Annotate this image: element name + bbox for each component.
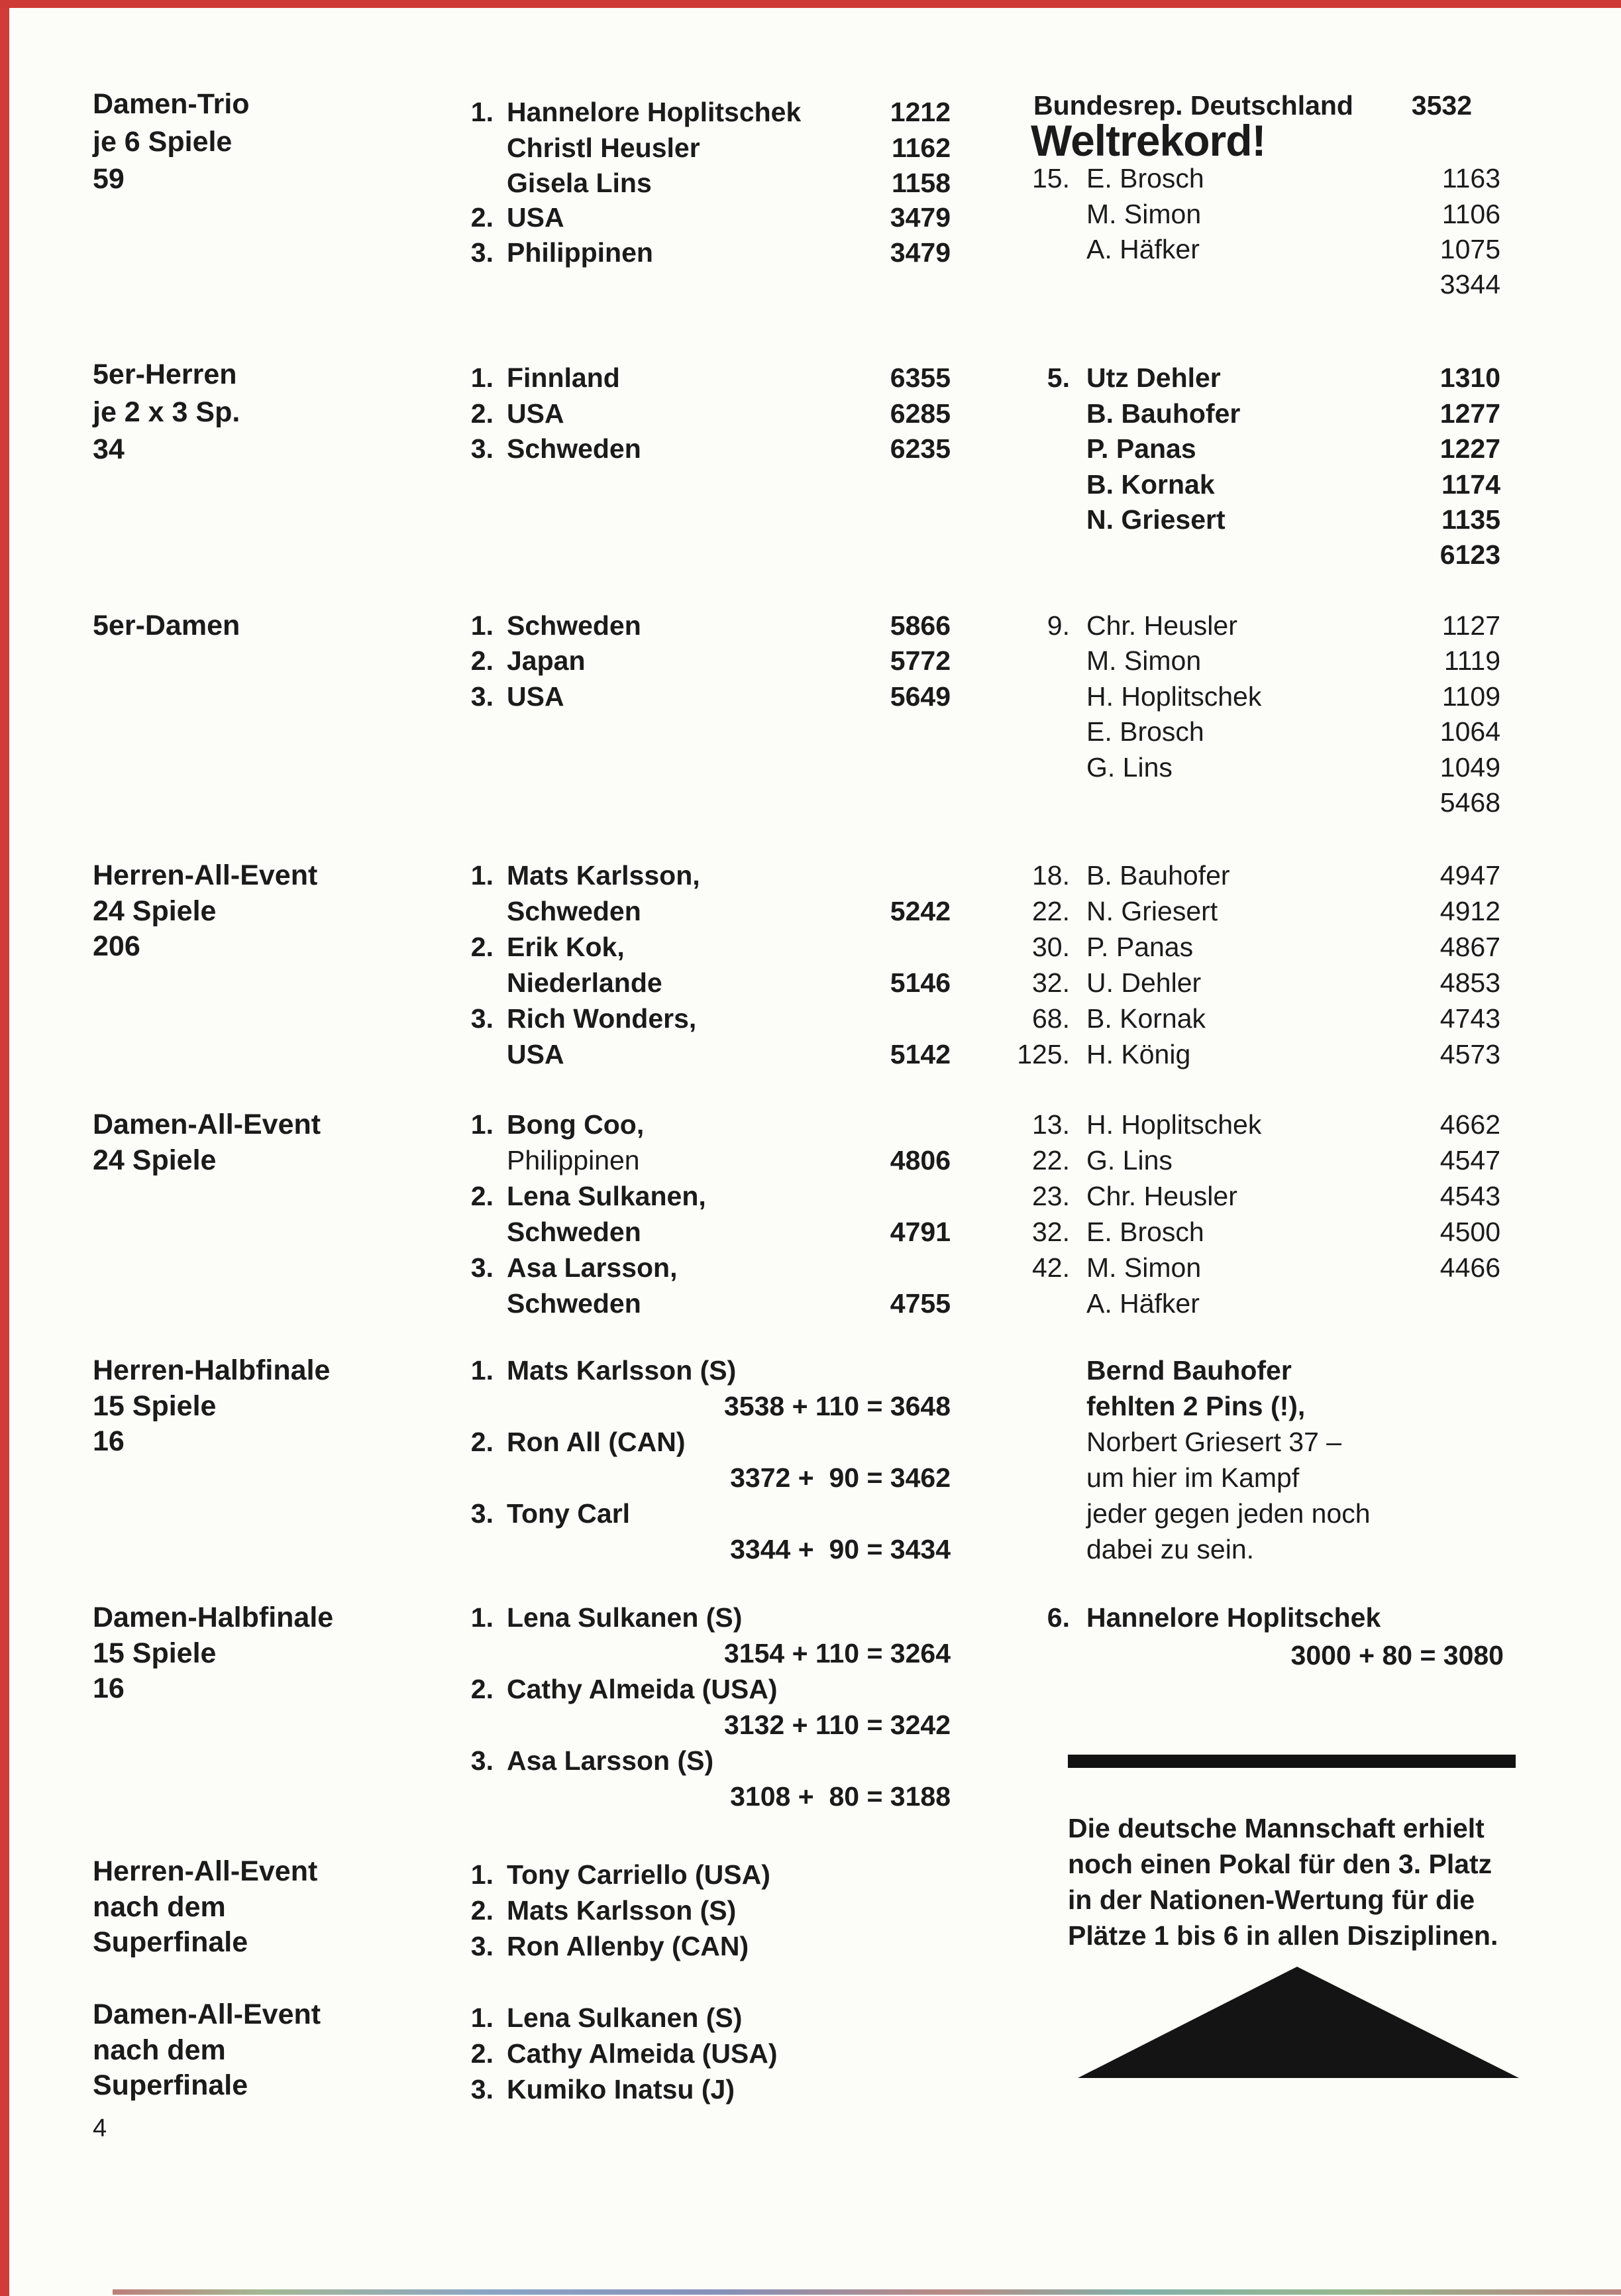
section-heading-line: 24 Spiele (93, 1144, 217, 1176)
competitor-name: E. Brosch (1086, 163, 1204, 193)
score: 5242 (890, 896, 951, 926)
result-row (994, 894, 1500, 928)
rank: 2. (470, 1895, 494, 1926)
score-equation (437, 1460, 951, 1495)
rank (437, 894, 494, 928)
result-row (437, 1743, 951, 1778)
result-row (994, 643, 1500, 678)
competitor-name: Japan (507, 645, 586, 676)
closing-line: Die deutsche Mannschaft erhielt (1068, 1813, 1485, 1843)
score: 1064 (1439, 716, 1500, 747)
section-heading-line: nach dem (93, 2034, 226, 2066)
rank: 2. (470, 202, 494, 233)
competitor-name: Lena Sulkanen (S) (507, 2002, 743, 2033)
competitor-name: Erik Kok, (507, 932, 625, 962)
competitor-name: A. Häfker (1086, 234, 1200, 264)
competitor-name: Rich Wonders, (507, 1003, 697, 1034)
competitor-name: Philippinen (507, 237, 653, 268)
score-equation (994, 1638, 1504, 1672)
result-row (437, 608, 951, 643)
competitor-name: Asa Larsson, (507, 1252, 678, 1283)
score: 1127 (1441, 610, 1500, 641)
rank: 32. (1032, 967, 1070, 998)
competitor-name (1070, 785, 1440, 820)
result-row (994, 1107, 1500, 1142)
result-row (437, 166, 951, 200)
competitor-name: H. Hoplitschek (1086, 681, 1262, 712)
section-heading-line: 15 Spiele (93, 1390, 217, 1422)
rank: 22. (1032, 1145, 1070, 1175)
section-heading-line: 15 Spiele (93, 1637, 217, 1669)
section-heading: Damen-Trio (93, 88, 250, 120)
competitor-name: Bong Coo, (507, 1109, 645, 1140)
rank (437, 1037, 494, 1071)
competitor-name: Tony Carl (507, 1498, 631, 1529)
score: 1135 (1441, 504, 1500, 535)
score-equation (437, 1708, 951, 1742)
rank (437, 965, 494, 1000)
rank (994, 396, 1070, 431)
bottom-color-edge (113, 2289, 1621, 2295)
result-row (994, 1179, 1500, 1213)
competitor-name: Cathy Almeida (USA) (507, 1674, 778, 1704)
rank: 2. (470, 2038, 494, 2069)
result-row (437, 2072, 951, 2106)
rank (994, 232, 1070, 266)
rank (437, 1143, 494, 1177)
score: 6123 (1439, 539, 1500, 570)
commentary-line: Bernd Bauhofer (1086, 1355, 1292, 1386)
rank: 3. (470, 1252, 494, 1283)
result-row (437, 1037, 951, 1071)
section-heading: Herren-All-Event (93, 1855, 318, 1887)
result-row (437, 1107, 951, 1142)
competitor-name: Schweden (507, 610, 641, 641)
result-row (994, 360, 1500, 395)
rank (994, 679, 1070, 714)
competitor-name: Chr. Heusler (1086, 610, 1237, 641)
rank (994, 714, 1070, 749)
score: 4806 (890, 1145, 951, 1175)
rank: 15. (1032, 163, 1070, 193)
rank: 9. (1047, 610, 1070, 641)
section-heading-line: 59 (93, 163, 125, 195)
section-heading-line: 16 (93, 1425, 125, 1457)
competitor-name: USA (507, 202, 564, 233)
competitor-name: Gisela Lins (507, 168, 652, 198)
divider-bar (1068, 1755, 1516, 1768)
score: 4466 (1439, 1252, 1500, 1283)
competitor-name: USA (507, 1039, 564, 1069)
section-heading-line: je 6 Spiele (93, 126, 233, 158)
score: 1212 (890, 97, 951, 127)
competitor-name: Kumiko Inatsu (J) (507, 2074, 735, 2105)
score: 1106 (1441, 199, 1500, 229)
rank (994, 643, 1070, 678)
equation-text: 3538 + 110 = 3648 (723, 1391, 951, 1421)
result-row (994, 750, 1500, 785)
rank (994, 431, 1070, 466)
score: 3344 (1439, 269, 1500, 300)
rank: 2. (470, 645, 494, 676)
team-score: 3532 (1411, 90, 1472, 121)
competitor-name (1070, 537, 1440, 572)
triangle-icon (1078, 1967, 1519, 2078)
score: 1119 (1443, 645, 1500, 676)
result-row (437, 1672, 951, 1706)
score: 1158 (892, 168, 951, 198)
rank (437, 1215, 494, 1249)
result-row (437, 1496, 951, 1531)
competitor-name: Finnland (507, 362, 620, 393)
result-row (437, 1001, 951, 1036)
score: 6285 (890, 398, 951, 429)
score: 1277 (1439, 398, 1500, 429)
rank: 3. (470, 681, 494, 712)
score: 4791 (890, 1217, 951, 1247)
result-row (994, 965, 1500, 1000)
result-row (994, 396, 1500, 431)
result-row (437, 1600, 951, 1635)
rank: 18. (1032, 860, 1070, 891)
result-row (994, 232, 1500, 266)
closing-line: Plätze 1 bis 6 in allen Disziplinen. (1068, 1920, 1498, 1951)
section-heading: 5er-Damen (93, 610, 240, 641)
competitor-name: M. Simon (1086, 645, 1202, 676)
page-number: 4 (93, 2114, 107, 2142)
rank: 1. (470, 1859, 494, 1890)
result-row (437, 396, 951, 431)
equation-text: 3000 + 80 = 3080 (1290, 1640, 1504, 1670)
score: 4662 (1439, 1109, 1500, 1140)
section-heading-line: nach dem (93, 1891, 226, 1923)
result-row (994, 537, 1500, 572)
rank: 3. (470, 1931, 494, 1961)
rank: 2. (470, 1181, 494, 1211)
score-equation (437, 1636, 951, 1670)
competitor-name: Schweden (507, 1217, 641, 1247)
commentary-line: Norbert Griesert 37 – (1086, 1427, 1342, 1457)
section-heading-line: 24 Spiele (93, 895, 217, 927)
result-row (437, 2000, 951, 2035)
left-red-edge (0, 0, 9, 2296)
result-row (437, 1425, 951, 1459)
competitor-name: Mats Karlsson (S) (507, 1355, 737, 1386)
rank: 68. (1032, 1003, 1070, 1034)
competitor-name: Mats Karlsson (S) (507, 1895, 737, 1926)
team-name: Bundesrep. Deutschland (1033, 90, 1353, 121)
competitor-name: Schweden (507, 896, 641, 926)
score-equation (437, 1532, 951, 1566)
section-heading: Damen-Halbfinale (93, 1602, 334, 1633)
result-row (994, 608, 1500, 643)
rank (994, 502, 1070, 537)
competitor-name: B. Kornak (1086, 1003, 1206, 1034)
score: 1049 (1439, 752, 1500, 783)
result-row (994, 467, 1500, 502)
result-row (994, 502, 1500, 537)
result-row (994, 785, 1500, 820)
rank (994, 467, 1070, 502)
competitor-name: B. Kornak (1086, 469, 1215, 500)
rank: 2. (470, 398, 494, 429)
result-row (437, 2036, 951, 2071)
rank: 1. (470, 610, 494, 641)
competitor-name: E. Brosch (1086, 1217, 1204, 1247)
rank (994, 785, 1070, 820)
closing-line: in der Nationen-Wertung für die (1068, 1885, 1475, 1915)
competitor-name: Chr. Heusler (1086, 1181, 1237, 1211)
competitor-name: B. Bauhofer (1086, 398, 1241, 429)
equation-text: 3372 + 90 = 3462 (730, 1462, 951, 1493)
result-row (437, 1179, 951, 1213)
rank: 5. (1047, 362, 1070, 393)
score-equation (437, 1389, 951, 1423)
rank (994, 267, 1070, 301)
rank: 1. (470, 860, 494, 891)
section-heading-line: 206 (93, 930, 140, 962)
result-row (437, 131, 951, 165)
score: 5649 (890, 681, 951, 712)
competitor-name: Christl Heusler (507, 133, 700, 163)
result-row (994, 431, 1500, 466)
result-row (994, 1215, 1500, 1249)
rank (994, 750, 1070, 785)
score: 5146 (890, 967, 951, 998)
result-row (994, 714, 1500, 749)
result-row (994, 930, 1500, 964)
result-row (437, 1215, 951, 1249)
top-red-edge (0, 0, 1621, 8)
rank: 2. (470, 1427, 494, 1457)
commentary-line: um hier im Kampf (1086, 1462, 1300, 1493)
competitor-name: Mats Karlsson, (507, 860, 700, 891)
score: 1163 (1441, 163, 1500, 193)
rank: 30. (1032, 932, 1070, 962)
result-row (437, 1893, 951, 1928)
result-row (437, 360, 951, 395)
score: 5142 (890, 1039, 951, 1069)
section-heading: Herren-Halbfinale (93, 1354, 331, 1386)
result-row (994, 858, 1500, 893)
result-row (437, 679, 951, 714)
score: 1162 (892, 133, 951, 163)
result-row (437, 858, 951, 893)
result-row (994, 679, 1500, 714)
competitor-name: USA (507, 681, 564, 712)
result-row (994, 1286, 1500, 1321)
competitor-name: A. Häfker (1086, 1288, 1200, 1319)
competitor-name: N. Griesert (1086, 504, 1226, 535)
score: 4867 (1439, 932, 1500, 962)
rank: 22. (1032, 896, 1070, 926)
score: 6355 (890, 362, 951, 393)
score: 4573 (1439, 1039, 1500, 1069)
section-heading: 5er-Herren (93, 358, 237, 390)
competitor-name: M. Simon (1086, 1252, 1202, 1283)
competitor-name: G. Lins (1086, 1145, 1173, 1175)
rank: 3. (470, 433, 494, 464)
competitor-name: Hannelore Hoplitschek (1086, 1602, 1381, 1633)
rank: 2. (470, 1674, 494, 1704)
rank: 1. (470, 97, 494, 127)
rank: 2. (470, 932, 494, 962)
score: 3479 (890, 237, 951, 268)
score: 4755 (890, 1288, 951, 1319)
competitor-name: H. König (1086, 1039, 1191, 1069)
score-equation (437, 1779, 951, 1814)
competitor-name: Hannelore Hoplitschek (507, 97, 802, 127)
competitor-name (1070, 267, 1440, 301)
competitor-name: Asa Larsson (S) (507, 1745, 714, 1776)
score: 4543 (1439, 1181, 1500, 1211)
rank: 3. (470, 1003, 494, 1034)
section-heading: Damen-All-Event (93, 1109, 321, 1140)
result-row (994, 1143, 1500, 1177)
rank: 1. (470, 1602, 494, 1633)
score: 5468 (1439, 787, 1500, 818)
section-heading: Herren-All-Event (93, 859, 318, 891)
rank (437, 1286, 494, 1321)
closing-line: noch einen Pokal für den 3. Platz (1068, 1849, 1492, 1879)
score: 4743 (1439, 1003, 1500, 1034)
score: 4500 (1439, 1217, 1500, 1247)
competitor-name: N. Griesert (1086, 896, 1218, 926)
section-heading-line: je 2 x 3 Sp. (93, 396, 240, 428)
rank: 3. (470, 1498, 494, 1529)
commentary-line: dabei zu sein. (1086, 1534, 1255, 1564)
section-heading-line: Superfinale (93, 2069, 248, 2101)
score: 4947 (1439, 860, 1500, 891)
result-row (437, 1250, 951, 1285)
result-row (437, 1857, 951, 1892)
competitor-name: Schweden (507, 1288, 641, 1319)
competitor-name: Lena Sulkanen, (507, 1181, 706, 1211)
rank: 13. (1032, 1109, 1070, 1140)
result-row (994, 197, 1500, 231)
result-row (994, 1600, 1500, 1635)
score: 1109 (1441, 681, 1500, 712)
score: 4853 (1439, 967, 1500, 998)
rank: 3. (470, 237, 494, 268)
result-row (994, 1037, 1500, 1071)
commentary-line: jeder gegen jeden noch (1086, 1498, 1371, 1529)
competitor-name: Ron All (CAN) (507, 1427, 686, 1457)
score: 1075 (1439, 234, 1500, 264)
competitor-name: Ron Allenby (CAN) (507, 1931, 749, 1961)
equation-text: 3132 + 110 = 3242 (723, 1710, 951, 1740)
rank: 3. (470, 1745, 494, 1776)
competitor-name: H. Hoplitschek (1086, 1109, 1262, 1140)
equation-text: 3154 + 110 = 3264 (723, 1638, 951, 1668)
result-row (437, 1143, 951, 1177)
result-row (437, 95, 951, 129)
score: 4547 (1439, 1145, 1500, 1175)
result-row (994, 161, 1500, 195)
competitor-name: P. Panas (1086, 932, 1194, 962)
section-heading: Damen-All-Event (93, 1998, 321, 2030)
rank: 3. (470, 2074, 494, 2105)
score: 1174 (1441, 469, 1500, 500)
score: 4912 (1439, 896, 1500, 926)
rank: 6. (1047, 1602, 1070, 1633)
score: 1310 (1439, 362, 1500, 393)
equation-text: 3344 + 90 = 3434 (730, 1534, 951, 1564)
rank: 32. (1032, 1217, 1070, 1247)
result-row (437, 1286, 951, 1321)
result-row (437, 965, 951, 1000)
section-heading-line: Superfinale (93, 1926, 248, 1958)
competitor-name: B. Bauhofer (1086, 860, 1230, 891)
world-record-headline: Weltrekord! (1031, 116, 1266, 165)
rank: 1. (470, 2002, 494, 2033)
competitor-name: G. Lins (1086, 752, 1173, 783)
score: 5772 (890, 645, 951, 676)
competitor-name: Tony Carriello (USA) (507, 1859, 770, 1890)
equation-text: 3108 + 80 = 3188 (730, 1781, 951, 1812)
competitor-name: USA (507, 398, 564, 429)
competitor-name: Niederlande (507, 967, 662, 998)
competitor-name: Utz Dehler (1086, 362, 1221, 393)
result-row (437, 1353, 951, 1388)
result-row (994, 1250, 1500, 1285)
result-row (437, 1929, 951, 1963)
rank (994, 197, 1070, 231)
commentary-line: fehlten 2 Pins (!), (1086, 1391, 1306, 1421)
result-row (437, 235, 951, 270)
rank: 23. (1032, 1181, 1070, 1211)
section-heading-line: 34 (93, 433, 125, 465)
result-row (994, 1001, 1500, 1036)
score: 6235 (890, 433, 951, 464)
rank (994, 537, 1070, 572)
rank (437, 166, 494, 200)
rank: 1. (470, 1109, 494, 1140)
rank (437, 131, 494, 165)
competitor-name: Philippinen (507, 1145, 640, 1175)
score: 1227 (1439, 433, 1500, 464)
rank: 42. (1032, 1252, 1070, 1283)
result-row (437, 894, 951, 928)
rank (994, 1286, 1070, 1321)
competitor-name: P. Panas (1086, 433, 1196, 464)
competitor-name: Lena Sulkanen (S) (507, 1602, 743, 1633)
result-row (437, 930, 951, 964)
result-row (437, 643, 951, 678)
score: 3479 (890, 202, 951, 233)
competitor-name: Schweden (507, 433, 641, 464)
result-row (437, 200, 951, 235)
result-row (994, 267, 1500, 301)
competitor-name: E. Brosch (1086, 716, 1204, 747)
score: 5866 (890, 610, 951, 641)
section-heading-line: 16 (93, 1672, 125, 1704)
competitor-name: Cathy Almeida (USA) (507, 2038, 778, 2069)
rank: 1. (470, 362, 494, 393)
rank: 125. (1017, 1039, 1070, 1069)
rank: 1. (470, 1355, 494, 1386)
result-row (437, 431, 951, 466)
competitor-name: U. Dehler (1086, 967, 1202, 998)
competitor-name: M. Simon (1086, 199, 1202, 229)
